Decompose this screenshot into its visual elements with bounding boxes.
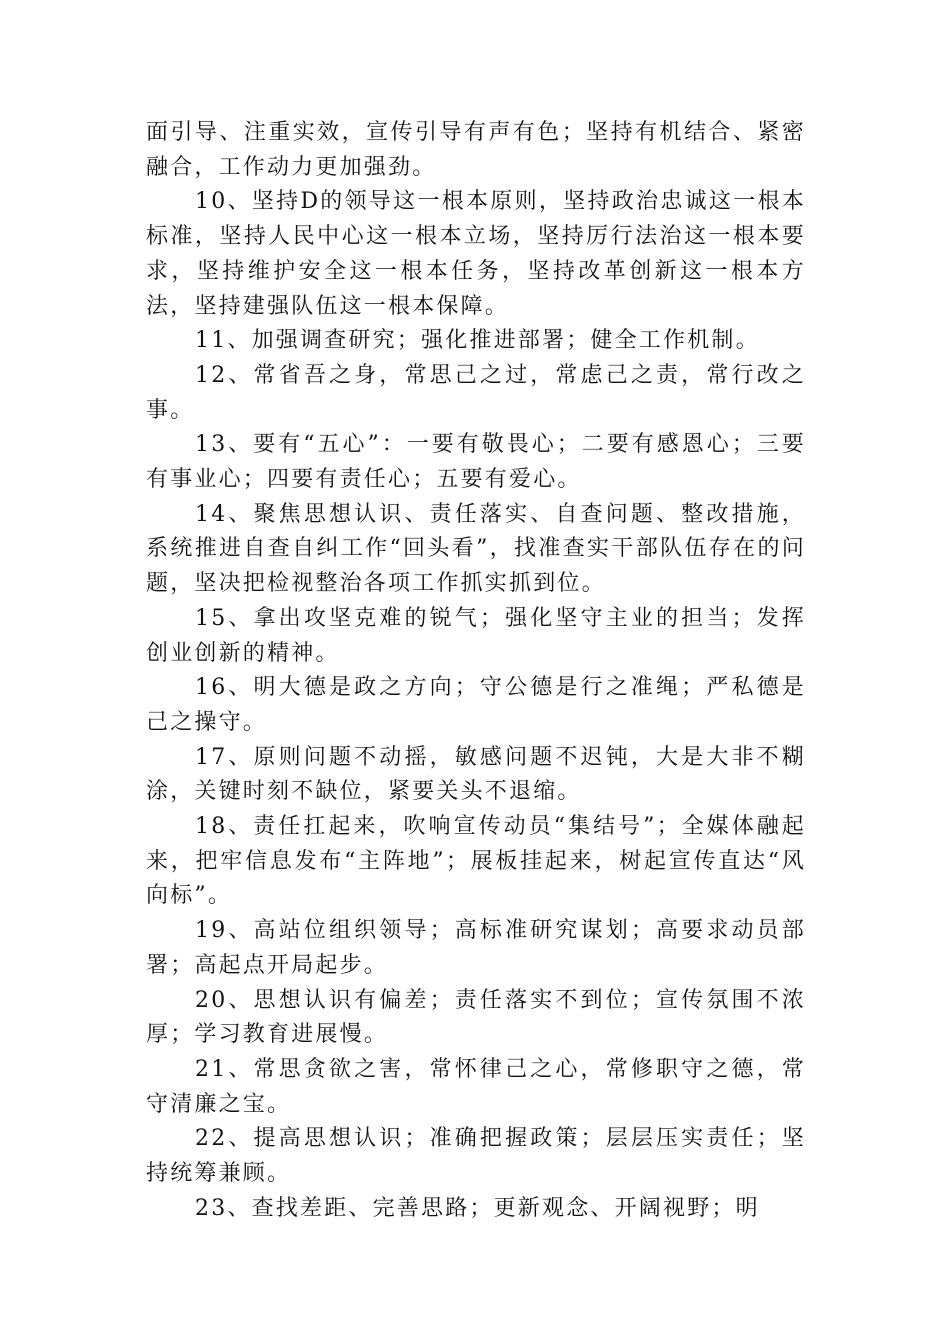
paragraph-item-20: 20、思想认识有偏差；责任落实不到位；宣传氛围不浓厚；学习教育进展慢。 [146, 987, 806, 1048]
paragraph-item-22: 22、提高思想认识；准确把握政策；层层压实责任；坚持统筹兼顾。 [146, 1126, 806, 1187]
paragraph-item-14: 14、聚焦思想认识、责任落实、自查问题、整改措施，系统推进自查自纠工作“回头看”，找准查实干部队伍存在的问题，坚决把检视整治各项工作抓实抓到位。 [146, 501, 806, 597]
paragraph-item-18: 18、责任扛起来，吹响宣传动员“集结号”；全媒体融起来，把牢信息发布“主阵地”；展板挂起来，树起宣传直达“风向标”。 [146, 814, 806, 909]
paragraph-item-13: 13、要有“五心”：一要有敬畏心；二要有感恩心；三要有事业心；四要有责任心；五要有爱心。 [146, 432, 806, 493]
paragraph-item-16: 16、明大德是政之方向；守公德是行之准绳；严私德是己之操守。 [146, 675, 806, 735]
paragraph-item-15: 15、拿出攻坚克难的锐气；强化坚守主业的担当；发挥创业创新的精神。 [146, 605, 806, 666]
paragraph-item-12: 12、常省吾之身，常思己之过，常虑己之责，常行改之事。 [146, 362, 806, 423]
paragraph-item-19: 19、高站位组织领导；高标准研究谋划；高要求动员部署；高起点开局起步。 [146, 918, 806, 978]
paragraph-item-21: 21、常思贪欲之害，常怀律己之心，常修职守之德，常守清廉之宝。 [146, 1056, 806, 1117]
paragraph-item-10: 10、坚持D的领导这一根本原则，坚持政治忠诚这一根本标准，坚持人民中心这一根本立场，坚持厉行法治这一根本要求，坚持维护安全这一根本任务，坚持改革创新这一根本方法，坚持建强队伍这一根本保障。 [146, 189, 806, 319]
document-body [146, 116, 806, 1227]
paragraph-item-17: 17、原则问题不动摇，敏感问题不迟钝，大是大非不糊涂，关键时刻不缺位，紧要关头不退缩。 [146, 744, 806, 805]
paragraph-continuation: 面引导、注重实效，宣传引导有声有色；坚持有机结合、紧密融合，工作动力更加强劲。 [146, 120, 806, 180]
paragraph-item-23: 23、查找差距、完善思路；更新观念、开阔视野；明 [195, 1195, 760, 1221]
paragraph-item-11: 11、加强调查研究；强化推进部署；健全工作机制。 [195, 328, 760, 354]
